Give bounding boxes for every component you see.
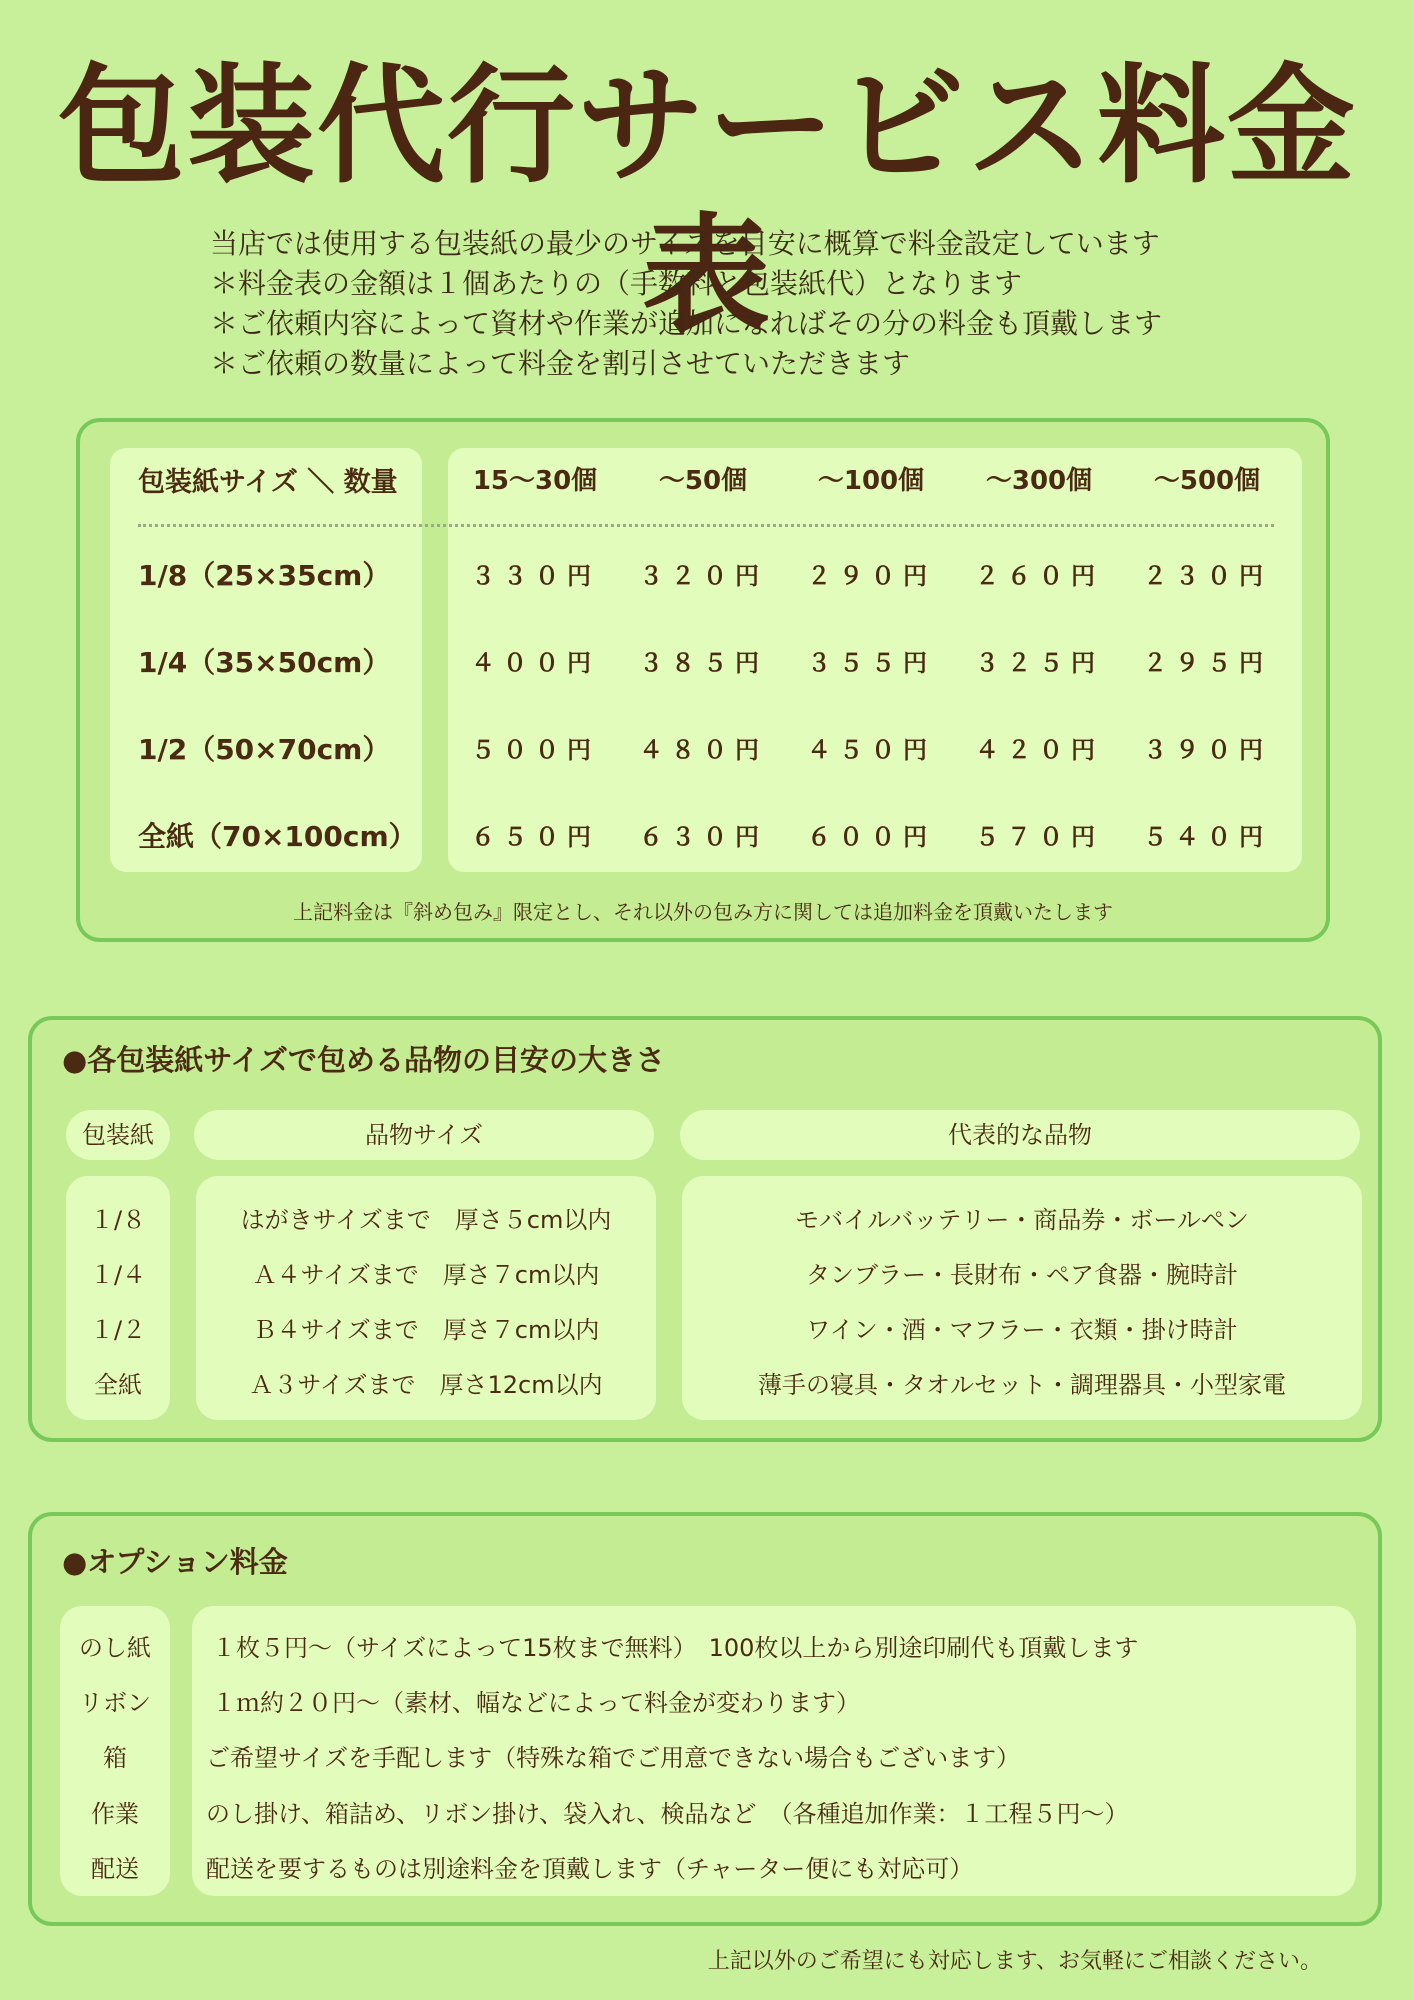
paper-label: １/２ [89,1316,147,1344]
quantity-header: 〜300個 [985,466,1093,496]
price-cell: ３５５円 [807,649,935,677]
price-cell: ５７０円 [975,823,1103,851]
quantity-header: 〜50個 [658,466,748,496]
item-size: Ａ４サイズまで 厚さ７cm以内 [252,1261,600,1289]
size-label: 全紙（70×100cm） [138,820,417,853]
option-text: ご希望サイズを手配します（特殊な箱でご用意できない場合もございます） [206,1744,1021,1772]
item-examples: ワイン・酒・マフラー・衣類・掛け時計 [806,1316,1238,1344]
option-label: 箱 [103,1744,127,1772]
option-text: １枚５円〜（サイズによって15枚まで無料） 100枚以上から別途印刷代も頂戴します [212,1634,1139,1662]
price-cell: ４２０円 [975,736,1103,764]
price-cell: ２９５円 [1143,649,1271,677]
price-cell: ４８０円 [639,736,767,764]
option-text: 配送を要するものは別途料金を頂戴します（チャーター便にも対応可） [206,1855,974,1883]
intro-line: 当店では使用する包装紙の最少のサイズを目安に概算で料金設定しています [210,227,1160,260]
intro-line: ＊ご依頼内容によって資材や作業が追加になればその分の料金も頂戴します [210,307,1163,340]
options-section [28,1512,1382,1926]
price-cell: ６５０円 [471,823,599,851]
section-title: ●各包装紙サイズで包める品物の目安の大きさ [62,1043,665,1077]
item-examples: タンブラー・長財布・ペア食器・腕時計 [806,1261,1238,1289]
price-cell: ３９０円 [1143,736,1271,764]
size-label: 1/8（25×35cm） [138,559,391,592]
item-size: Ａ３サイズまで 厚さ12cm以内 [249,1371,603,1399]
price-cell: ３３０円 [471,562,599,590]
item-examples: 薄手の寝具・タオルセット・調理器具・小型家電 [758,1371,1286,1399]
size-guide-section [28,1016,1382,1442]
item-size: はがきサイズまで 厚さ５cm以内 [240,1206,612,1234]
header-paper: 包装紙 [66,1110,170,1160]
header-divider [138,524,1274,527]
price-cell: ４００円 [471,649,599,677]
option-label: 配送 [91,1855,139,1883]
price-note: 上記料金は『斜め包み』限定とし、それ以外の包み方に関しては追加料金を頂戴いたします [293,900,1113,924]
price-table [76,418,1330,942]
paper-label: １/４ [89,1261,147,1289]
price-cell: ６００円 [807,823,935,851]
page-title: 包装代行サービス料金表 [56,52,1357,351]
intro-line: ＊ご依頼の数量によって料金を割引させていただきます [210,347,911,380]
section-title: ●オプション料金 [62,1545,288,1579]
intro-line: ＊料金表の金額は１個あたりの（手数料と包装紙代）となります [210,267,1023,300]
price-cell: ３２５円 [975,649,1103,677]
price-cell: ６３０円 [639,823,767,851]
header-examples: 代表的な品物 [680,1110,1360,1160]
footer-note: 上記以外のご希望にも対応します、お気軽にご相談ください。 [707,1949,1322,1974]
option-text: １ｍ約２０円〜（素材、幅などによって料金が変わります） [212,1689,860,1717]
quantity-header: 〜500個 [1153,466,1261,496]
item-size: Ｂ４サイズまで 厚さ７cm以内 [252,1316,600,1344]
quantity-header: 15〜30個 [472,466,598,496]
header-item-size: 品物サイズ [194,1110,654,1160]
price-cell: ５００円 [471,736,599,764]
option-text: のし掛け、箱詰め、リボン掛け、袋入れ、検品など （各種追加作業：１工程５円〜） [206,1800,1129,1828]
size-label: 1/4（35×50cm） [138,646,391,679]
price-cell: ２３０円 [1143,562,1271,590]
option-label: 作業 [91,1800,139,1828]
size-label: 1/2（50×70cm） [138,733,391,766]
price-cell: ３２０円 [639,562,767,590]
price-cell: ２６０円 [975,562,1103,590]
option-label: のし紙 [79,1634,151,1662]
table-corner-label: 包装紙サイズ ＼ 数量 [138,467,398,498]
paper-label: 全紙 [94,1371,142,1399]
quantity-header: 〜100個 [817,466,925,496]
price-cell: ２９０円 [807,562,935,590]
intro-text [210,224,1210,384]
price-cell: ３８５円 [639,649,767,677]
paper-label: １/８ [89,1206,147,1234]
price-cell: ４５０円 [807,736,935,764]
item-examples: モバイルバッテリー・商品券・ボールペン [795,1206,1249,1234]
price-cell: ５４０円 [1143,823,1271,851]
option-label: リボン [79,1689,151,1717]
